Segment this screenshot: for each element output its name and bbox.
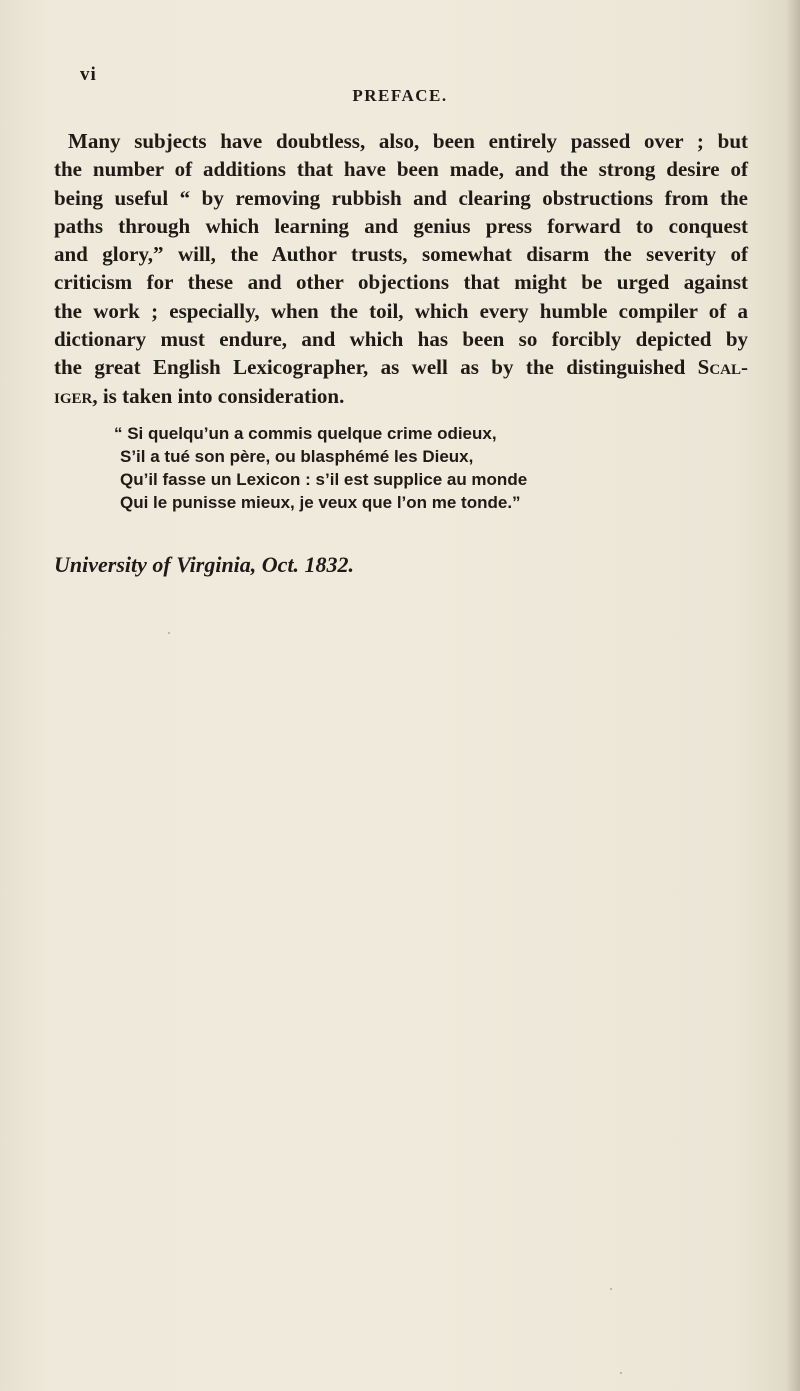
paragraph-line bbox=[54, 353, 748, 381]
paragraph-line: the number of additions that have been made, and the strong desire of bbox=[54, 157, 748, 182]
paragraph-line bbox=[54, 382, 748, 410]
page-number: vi bbox=[80, 64, 97, 85]
signature-dateline: University of Virginia, Oct. 1832. bbox=[54, 552, 355, 577]
running-head: PREFACE. bbox=[352, 86, 448, 105]
paragraph-line-text: the great English Lexicographer, as well as by the distinguished bbox=[54, 355, 686, 380]
quotation-line: “ Si quelqu’un a commis quelque crime odieux, bbox=[114, 424, 497, 443]
paragraph-line: dictionary must endure, and which has been so forcibly depicted by bbox=[54, 327, 748, 352]
paragraph-line-text: is taken into consideration. bbox=[102, 383, 345, 408]
preface-paragraph bbox=[54, 127, 748, 410]
quotation-line: S’il a tué son père, ou blasphémé les Dieux, bbox=[120, 447, 474, 466]
paragraph-line: being useful “ by removing rubbish and clearing obstructions from the bbox=[54, 185, 748, 210]
paragraph-line: paths through which learning and genius press forward to conquest bbox=[54, 213, 748, 238]
paper-speck bbox=[610, 1288, 612, 1290]
paragraph-line: the work ; especially, when the toil, which every humble compiler of a bbox=[54, 298, 748, 323]
paper-speck bbox=[620, 1372, 622, 1374]
paragraph-line: Many subjects have doubtless, also, been entirely passed over ; but bbox=[68, 129, 748, 153]
page-edge-shadow bbox=[786, 0, 800, 1391]
name-scaliger: iger, bbox=[54, 383, 98, 408]
name-scaliger: Scal- bbox=[697, 355, 749, 380]
paper-speck bbox=[168, 632, 170, 634]
quotation-line: Qui le punisse mieux, je veux que l’on me tonde.” bbox=[120, 493, 521, 512]
quotation-line: Qu’il fasse un Lexicon : s’il est supplice au monde bbox=[120, 470, 528, 489]
paragraph-line: and glory,” will, the Author trusts, somewhat disarm the severity of bbox=[54, 242, 748, 267]
paragraph-line: criticism for these and other objections that might be urged against bbox=[54, 270, 748, 295]
